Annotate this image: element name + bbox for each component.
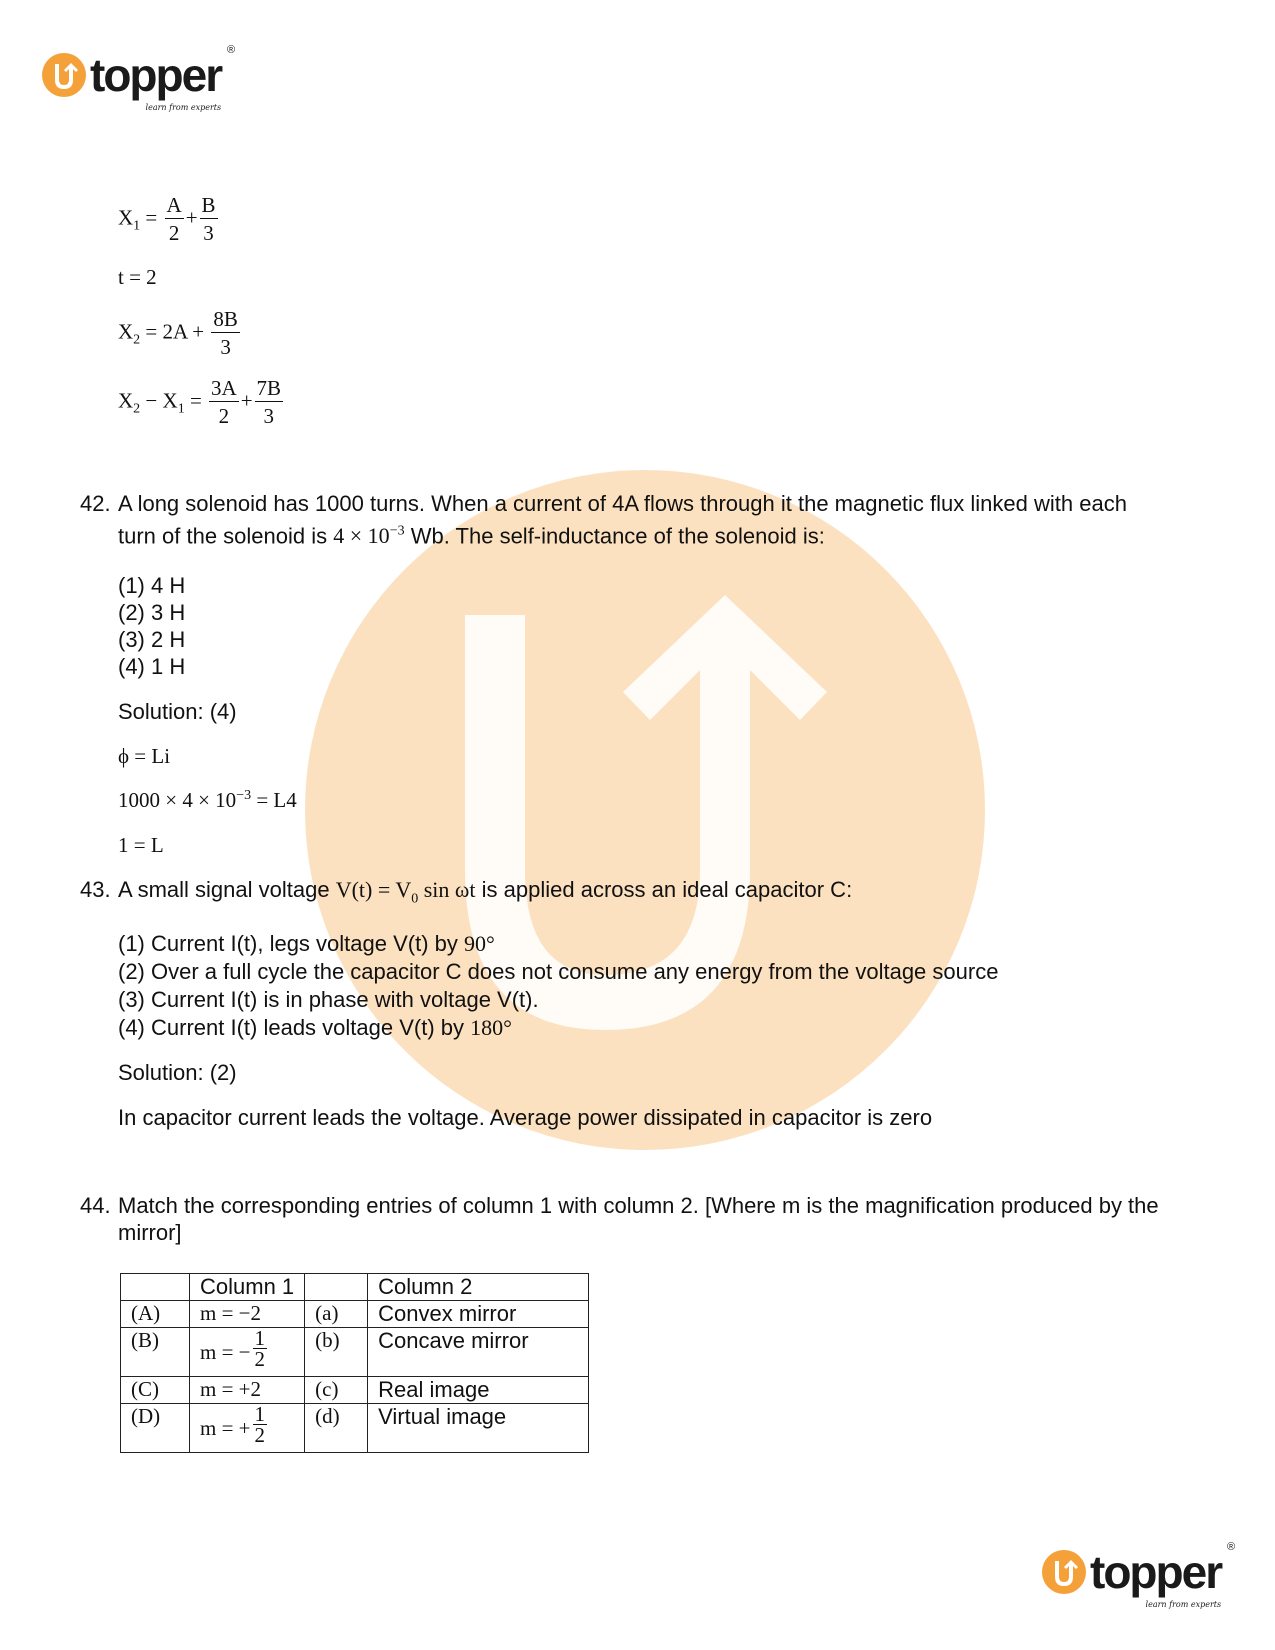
q42-option-1: (1) 4 H bbox=[118, 573, 186, 598]
q43-option-3: (3) Current I(t) is in phase with voltage V(t). bbox=[118, 987, 539, 1012]
q43-option-1: (1) Current I(t), legs voltage V(t) by 90° bbox=[118, 931, 495, 956]
q43-option-2: (2) Over a full cycle the capacitor C does not consume any energy from the voltage source bbox=[118, 959, 999, 984]
col1-header: Column 1 bbox=[190, 1274, 305, 1301]
q43-question: A small signal voltage $V(t) = V_0$ sin ωt is applied across an ideal capacitor C: bbox=[118, 877, 853, 907]
q42-option-3: (3) 2 H bbox=[118, 627, 186, 652]
table-row: (B) m = − $\frac{1}{2}$ (b) Concave mirror bbox=[121, 1328, 589, 1377]
footer-logo bbox=[1042, 1541, 1236, 1609]
q42-step-2: $1000 \times 4 \times 10^{-3} = L4$ bbox=[118, 788, 297, 812]
q42-option-2: (2) 3 H bbox=[118, 600, 186, 625]
eq-x2: $X_2 = 2A$ + $\frac{8B}{3}$ bbox=[118, 307, 238, 359]
brand-name: topper bbox=[90, 49, 222, 101]
col2-header: Column 2 bbox=[368, 1274, 589, 1301]
q44-number: 44. bbox=[80, 1193, 111, 1218]
table-row: (C) m = +2 (c) Real image bbox=[121, 1377, 589, 1404]
q42-line2: turn of the solenoid is $4 \times 10^{-3}$ Wb. The self-inductance of the solenoid is: bbox=[118, 523, 825, 549]
registered-mark: ® bbox=[1227, 1541, 1236, 1553]
match-table bbox=[120, 1273, 589, 1453]
brand-u-icon bbox=[42, 53, 86, 97]
brand-u-icon bbox=[1042, 1550, 1086, 1594]
eq-t: t = 2 bbox=[118, 265, 157, 289]
q42-line1: A long solenoid has 1000 turns. When a current of 4A flows through it the magnetic flux linked with each bbox=[118, 491, 1127, 516]
header-logo bbox=[42, 44, 236, 112]
q43-solution: Solution: (2) bbox=[118, 1060, 237, 1085]
eq-x1: $X_1$ = $\frac{A}{2}$ + $\frac{B}{3}$ bbox=[118, 193, 216, 245]
q44-line2: mirror] bbox=[118, 1220, 182, 1245]
q42-step-1: ϕ = Li bbox=[118, 744, 171, 768]
brand-tagline: learn from experts bbox=[145, 103, 222, 112]
table-row: (A) m = −2 (a) Convex mirror bbox=[121, 1301, 589, 1328]
brand-tagline: learn from experts bbox=[1145, 1600, 1222, 1609]
q42-option-4: (4) 1 H bbox=[118, 654, 186, 679]
q42-step-3: 1 = L bbox=[118, 833, 164, 857]
q43-option-4: (4) Current I(t) leads voltage V(t) by 180° bbox=[118, 1015, 512, 1040]
table-header-row bbox=[121, 1274, 589, 1301]
registered-mark: ® bbox=[227, 44, 236, 56]
q43-explanation: In capacitor current leads the voltage. Average power dissipated in capacitor is zero bbox=[118, 1105, 933, 1130]
table-row: (D) m = + $\frac{1}{2}$ (d) Virtual image bbox=[121, 1404, 589, 1453]
q43-number: 43. bbox=[80, 877, 111, 902]
q42-solution: Solution: (4) bbox=[118, 699, 237, 724]
eq-x2-minus-x1: $X_2 - X_1$ = $\frac{3A}{2}$ + $\frac{7B}{3}$ bbox=[118, 376, 282, 428]
q42-number: 42. bbox=[80, 491, 111, 516]
brand-name: topper bbox=[1090, 1546, 1222, 1598]
q44-line1: Match the corresponding entries of column 1 with column 2. [Where m is the magnification produced by the bbox=[118, 1193, 1159, 1218]
